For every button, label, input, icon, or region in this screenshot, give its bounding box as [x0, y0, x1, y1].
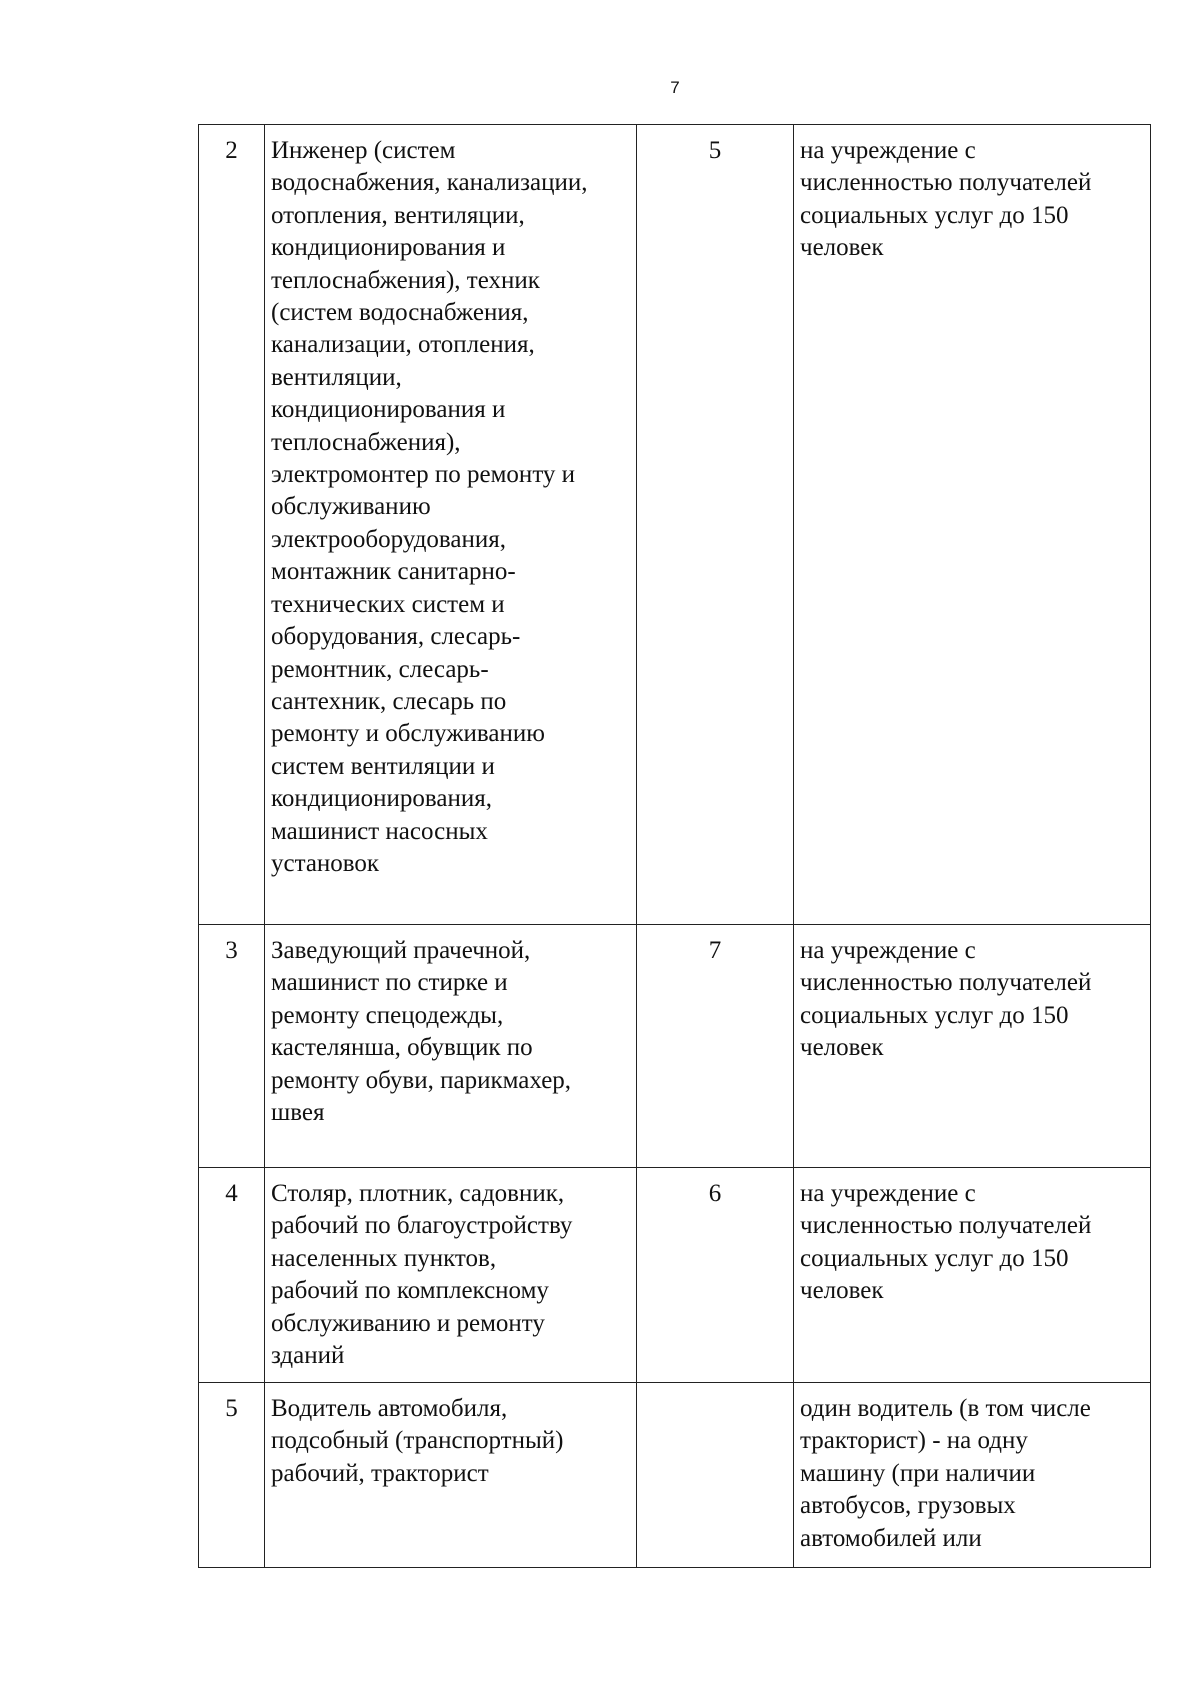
position-line: установок	[271, 849, 380, 877]
position-line: Столяр, плотник, садовник,	[271, 1180, 565, 1207]
note-line: машину (при наличии	[800, 1459, 1036, 1487]
position-line: кондиционирования и	[271, 234, 506, 262]
position-line: ремонтник, слесарь-	[271, 655, 489, 683]
position-line: отопления, вентиляции,	[271, 201, 525, 229]
note-line: тракторист) - на одну	[800, 1427, 1028, 1455]
position-line: обслуживанию	[271, 493, 431, 521]
position-line: Водитель автомобиля,	[271, 1395, 508, 1422]
note-line: автомобилей или	[800, 1524, 982, 1552]
staff-norms-table	[198, 124, 1151, 1568]
position-line: кастелянша, обувщик по	[271, 1034, 533, 1062]
position-line: теплоснабжения), техник	[271, 266, 540, 294]
position-line: Инженер (систем	[271, 137, 456, 164]
staff-count-cell: 7	[637, 925, 794, 1168]
note-line: на учреждение с	[800, 1180, 976, 1207]
note-line: численностью получателей	[800, 969, 1092, 997]
table-row	[199, 1383, 1151, 1568]
row-number-cell: 5	[199, 1383, 265, 1568]
position-line: технических систем и	[271, 590, 505, 618]
position-line: сантехник, слесарь по	[271, 687, 507, 715]
position-line: вентиляции,	[271, 363, 402, 391]
note-line: человек	[800, 234, 884, 262]
position-cell	[265, 1168, 637, 1383]
position-line: машинист по стирке и	[271, 969, 508, 997]
position-line: рабочий, тракторист	[271, 1459, 489, 1487]
note-line: численностью получателей	[800, 1212, 1092, 1240]
position-cell	[265, 1383, 637, 1568]
note-line: на учреждение с	[800, 937, 976, 964]
position-line: систем вентиляции и	[271, 752, 495, 780]
position-line: электрооборудования,	[271, 525, 507, 553]
table-row	[199, 925, 1151, 1168]
position-line: швея	[271, 1099, 325, 1127]
position-line: ремонту и обслуживанию	[271, 720, 545, 748]
note-cell	[794, 125, 1151, 925]
note-line: социальных услуг до 150	[800, 1001, 1069, 1029]
note-line: на учреждение с	[800, 137, 976, 164]
note-line: человек	[800, 1277, 884, 1305]
position-line: зданий	[271, 1342, 345, 1370]
position-line: рабочий по комплексному	[271, 1277, 549, 1305]
position-line: водоснабжения, канализации,	[271, 169, 588, 197]
position-line: населенных пунктов,	[271, 1244, 497, 1272]
note-cell	[794, 925, 1151, 1168]
table-row	[199, 125, 1151, 925]
position-line: ремонту спецодежды,	[271, 1001, 504, 1029]
page-number: 7	[670, 78, 680, 97]
note-line: численностью получателей	[800, 169, 1092, 197]
position-cell	[265, 125, 637, 925]
row-number-cell: 3	[199, 925, 265, 1168]
position-line: оборудования, слесарь-	[271, 623, 521, 651]
position-line: (систем водоснабжения,	[271, 299, 529, 327]
staff-count-cell: 5	[637, 125, 794, 925]
position-line: электромонтер по ремонту и	[271, 461, 576, 489]
staff-count-cell: 6	[637, 1168, 794, 1383]
position-line: обслуживанию и ремонту	[271, 1309, 545, 1337]
position-line: Заведующий прачечной,	[271, 937, 531, 964]
position-line: машинист насосных	[271, 817, 488, 845]
position-line: кондиционирования и	[271, 396, 506, 424]
note-line: человек	[800, 1034, 884, 1062]
note-cell	[794, 1168, 1151, 1383]
position-line: ремонту обуви, парикмахер,	[271, 1066, 572, 1094]
note-line: социальных услуг до 150	[800, 1244, 1069, 1272]
table-row	[199, 1168, 1151, 1383]
position-line: рабочий по благоустройству	[271, 1212, 573, 1240]
position-line: подсобный (транспортный)	[271, 1427, 564, 1455]
note-line: автобусов, грузовых	[800, 1492, 1016, 1520]
note-line: один водитель (в том числе	[800, 1395, 1091, 1422]
position-line: канализации, отопления,	[271, 331, 535, 359]
position-line: теплоснабжения),	[271, 428, 461, 456]
note-line: социальных услуг до 150	[800, 201, 1069, 229]
position-line: монтажник санитарно-	[271, 558, 516, 586]
staff-count-cell	[637, 1383, 794, 1568]
position-line: кондиционирования,	[271, 785, 492, 813]
row-number-cell: 4	[199, 1168, 265, 1383]
position-cell	[265, 925, 637, 1168]
note-cell	[794, 1383, 1151, 1568]
row-number-cell: 2	[199, 125, 265, 925]
